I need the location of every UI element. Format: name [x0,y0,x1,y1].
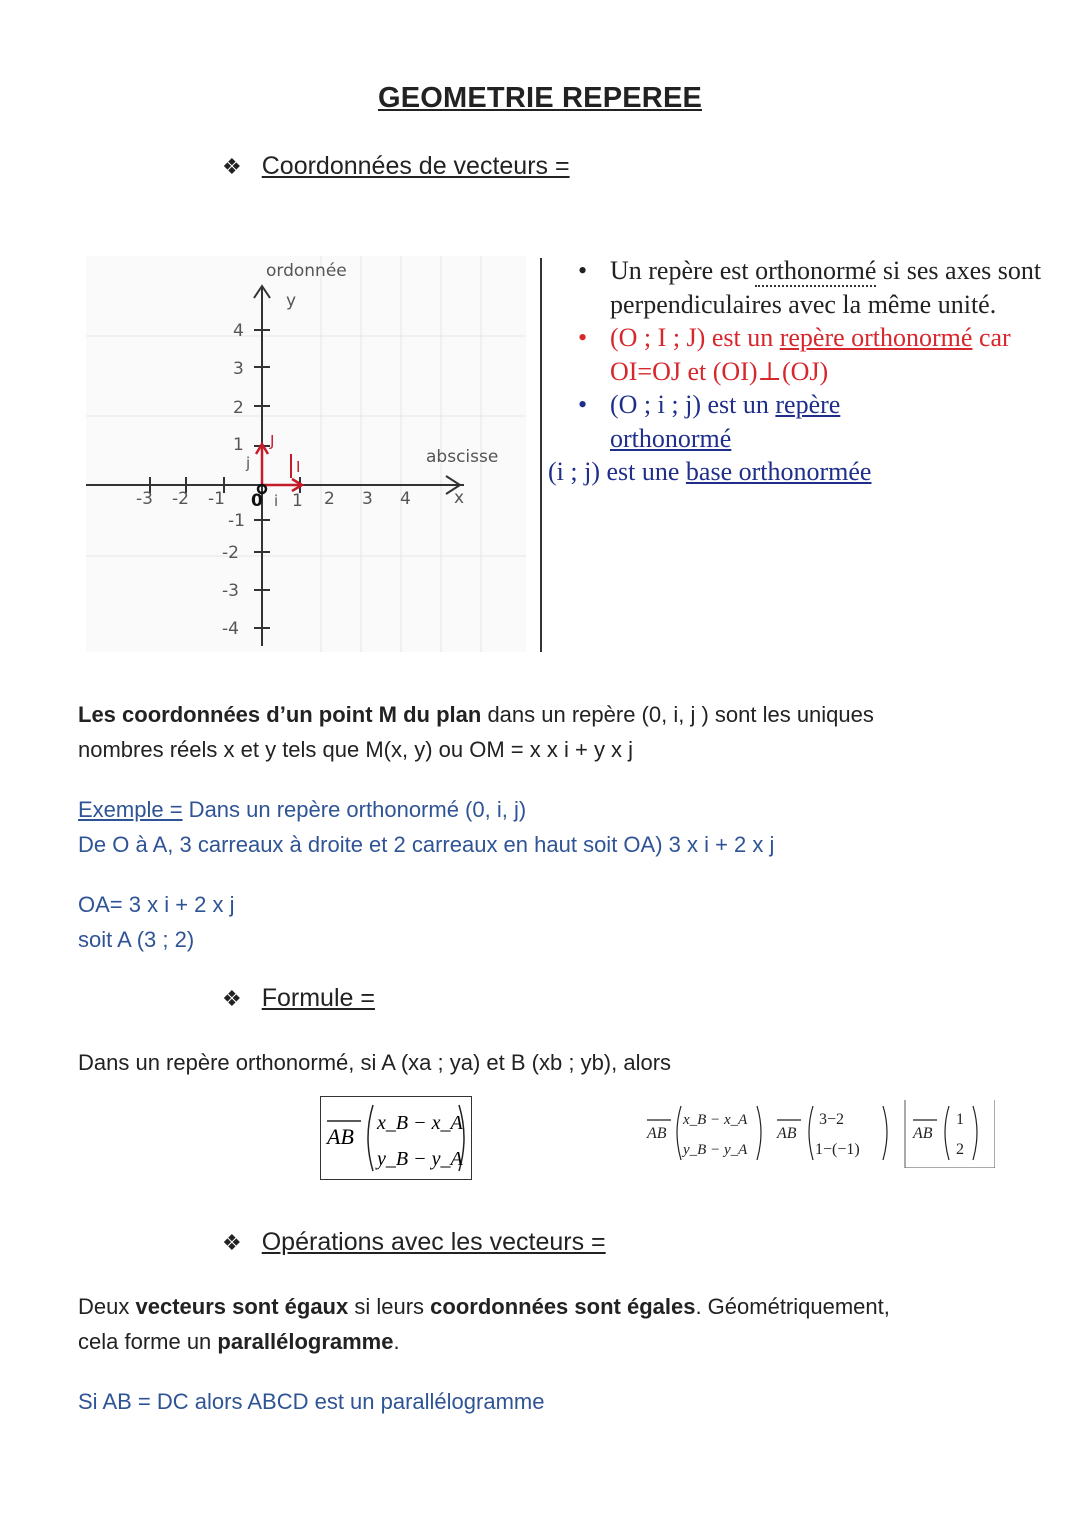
diamond-bullet-icon: ❖ [222,1229,242,1255]
formule-text: Dans un repère orthonormé, si A (xa ; ya) et B (xb ; yb), alors [78,1050,672,1075]
i-vector-label: i [274,492,279,510]
y-tick-minus3: -3 [222,581,239,601]
heading-text: Coordonnées de vecteurs = [261,152,570,180]
diamond-bullet-icon: ❖ [222,985,242,1011]
y-tick-minus4: -4 [222,619,239,639]
bullet-text: (O ; i ; j) est un [610,390,776,419]
bullet-underlined-text: base orthonormée [685,457,872,486]
result-top: 1 [956,1111,964,1128]
operations-paragraph [78,1289,1028,1359]
example-label: Exemple = [78,797,183,822]
page-title: GEOMETRIE REPEREE [377,82,703,114]
ab-label-1: AB [647,1125,667,1142]
ops-bold: coordonnées sont égales [430,1294,696,1319]
y-tick-2: 2 [233,398,244,418]
example-line-2: De O à A, 3 carreaux à droite et 2 carreaux en haut soit OA) 3 x i + 2 x j [78,832,775,857]
abscisse-label: abscisse [426,447,499,467]
ops-text: . [393,1329,400,1354]
x-axis-label: x [454,488,465,508]
formula-worked-example [645,1100,995,1168]
bullet-underlined-text: repère [775,390,841,419]
x-tick-3: 3 [362,489,373,509]
x-tick-minus2: -2 [172,489,189,509]
heading-text: Opérations avec les vecteurs = [261,1228,606,1256]
ops-text: cela forme un [78,1329,218,1354]
base-orthonormee-line [548,455,1048,489]
bullet-text: (O ; I ; J) est un [610,323,780,352]
example-line-4: soit A (3 ; 2) [78,927,195,952]
origin-label: 0 [251,491,263,511]
y-tick-minus2: -2 [222,543,239,563]
repere-bullet-list [548,254,1048,489]
bullet-underlined-text: repère orthonormé [779,323,973,352]
ops-text: si leurs [348,1294,431,1319]
formula-bottom: y_B − y_A [377,1148,463,1170]
bullet-text: si ses axes sont perpendiculaires avec la même unité. [610,256,1042,319]
ops-bold: vecteurs sont égaux [135,1294,349,1319]
ordonnee-label: ordonnée [266,261,347,281]
section-heading-formule [222,984,375,1013]
y-tick-3: 3 [233,359,244,379]
bullet-underlined-text: orthonormé [610,423,732,453]
section-heading-coordonnees [222,152,570,181]
y-axis-label: y [286,291,297,311]
bullet-text: car OI=OJ et (OI)⊥(OJ) [610,323,1011,386]
ops-bold: parallélogramme [217,1329,394,1354]
example-block [78,792,1028,862]
y-tick-1: 1 [233,435,244,455]
diamond-bullet-icon: ❖ [222,153,242,179]
definition-paragraph [78,697,1028,767]
x-tick-2: 2 [324,489,335,509]
bullet-text: (i ; j) est une [548,457,686,486]
ab-label: AB [327,1124,354,1149]
j-vector-label: j [246,454,251,472]
vector-formula-svg [321,1097,471,1179]
x-tick-minus3: -3 [136,489,153,509]
vector-formula-box [320,1096,472,1180]
ops-text: . Géométriquement, [695,1294,890,1319]
worked-top-1: x_B − x_A [683,1112,748,1128]
graph-svg [86,256,526,652]
y-tick-4: 4 [233,321,244,341]
ab-label-3: AB [913,1125,933,1142]
worked-bottom-2: 1−(−1) [815,1141,860,1158]
formula-top: x_B − x_A [377,1112,463,1134]
x-tick-1: 1 [292,491,303,511]
definition-text: dans un repère (0, i, j ) sont les uniques [481,702,874,727]
ab-label-2: AB [777,1125,797,1142]
bullet-text: Un repère est [610,256,756,285]
y-tick-minus1: -1 [228,511,245,531]
example-line-3: OA= 3 x i + 2 x j [78,892,235,917]
worked-example-svg [645,1100,995,1168]
result-bottom: 2 [956,1141,964,1158]
graph-divider [540,258,542,652]
parallelogram-rule: Si AB = DC alors ABCD est un parallélogramme [78,1389,545,1414]
heading-text: Formule = [261,984,375,1012]
example-line-1: Dans un repère orthonormé (0, i, j) [182,797,527,822]
definition-bold: Les coordonnées d’un point M du plan [78,702,482,727]
example-result [78,887,1028,957]
worked-top-2: 3−2 [819,1111,845,1128]
x-tick-4: 4 [400,489,411,509]
definition-text-2: nombres réels x et y tels que M(x, y) ou OM = x x i + y x j [78,737,634,762]
bullet-item-OIJ: • (O ; I ; J) est un repère orthonormé car OI=OJ et (OI)⊥(OJ) [578,323,1011,386]
coordinate-graph [86,256,526,652]
I-point-label: I [296,458,301,476]
worked-bottom-1: y_B − y_A [683,1142,748,1158]
ops-text: Deux [78,1294,136,1319]
bullet-item-orthonorme: • Un repère est orthonormé si ses axes sont perpendiculaires avec la même unité. [578,256,1042,319]
bullet-item-Oij: • (O ; i ; j) est un repère orthonormé [578,390,841,453]
bullet-underlined-text: orthonormé [755,256,877,285]
section-heading-operations [222,1228,606,1257]
x-tick-minus1: -1 [208,489,225,509]
J-point-label: J [270,432,275,450]
